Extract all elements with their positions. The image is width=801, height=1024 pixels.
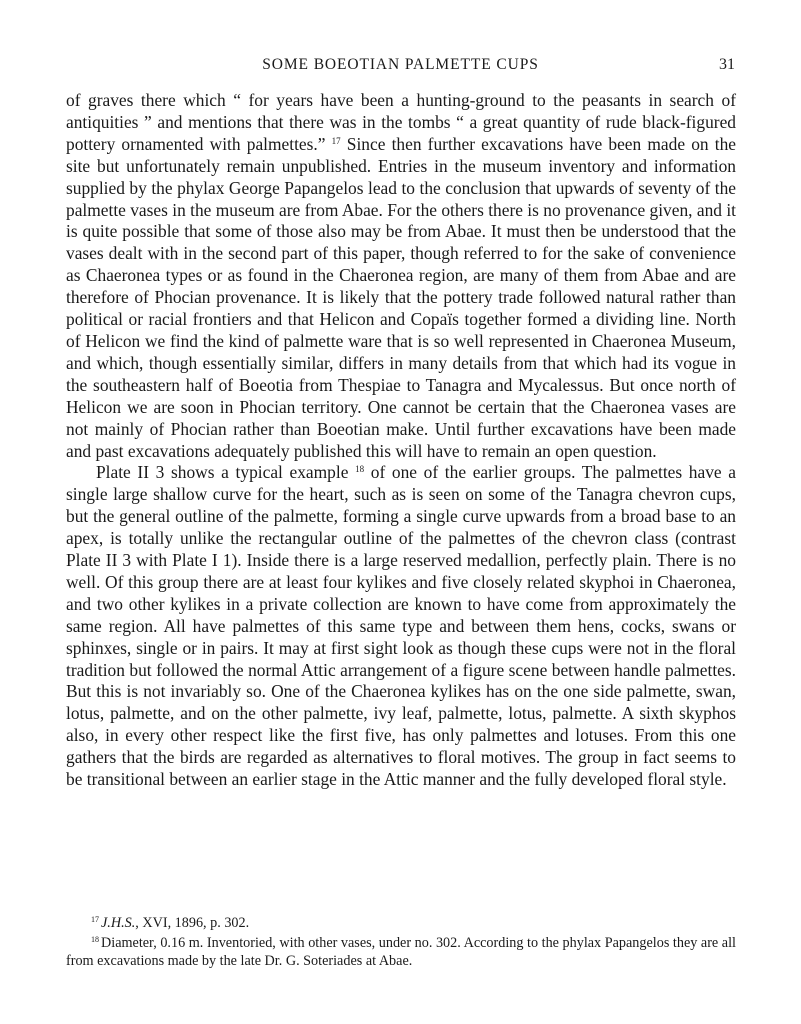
running-header xyxy=(66,56,735,80)
footnote-17-text: , XVI, 1896, p. 302. xyxy=(135,915,250,931)
paragraph-2-part-b: of one of the earlier groups. The palmettes have a single large shallow curve for the heart, such as is seen on some of the Tanagra chevron cups, but the general outline of the palmette, forming a single curve upwards from a broad base to an apex, is totally unlike the rectangular outline of the palmettes of the chevron class (contrast Plate II 3 with Plate I 1). Inside there is a large reserved medallion, perfectly plain. There is no well. Of this group there are at least four kylikes and five closely related skyphoi in Chaeronea, and two other kylikes in a private collection are known to have come from approximately the same region. All have palmettes of this same type and between them hens, cocks, swans or sphinxes, single or in pairs. It may at first sight look as though these cups were not in the floral tradition but followed the normal Attic arrangement of a figure scene between handle palmettes. But this is not invariably so. One of the Chaeronea kylikes has on the one side palmette, swan, lotus, palmette, and on the other palmette, ivy leaf, palmette, lotus, palmette. A sixth skyphos also, in every other respect like the first five, has only palmettes and lotuses. From this one gathers that the birds are regarded as alternatives to floral motives. The group in fact seems to be transitional between an earlier stage in the Attic manner and the fully developed floral style. xyxy=(66,462,736,790)
footnote-17-journal: J.H.S. xyxy=(101,915,136,931)
footnote-18-number: 18 xyxy=(91,935,99,944)
paragraph-2 xyxy=(66,462,736,791)
footnote-17 xyxy=(66,914,736,932)
footnote-ref-17: 17 xyxy=(331,135,341,146)
footnote-18 xyxy=(66,934,736,970)
page-number: 31 xyxy=(719,56,735,73)
footnote-ref-18: 18 xyxy=(355,464,365,475)
paragraph-1 xyxy=(66,90,736,462)
paragraph-2-part-a: Plate II 3 shows a typical example xyxy=(96,462,356,483)
body-text xyxy=(66,90,736,791)
footnote-18-text: Diameter, 0.16 m. Inventoried, with other vases, under no. 302. According to the phylax Papangelos they are all from excavations made by the late Dr. G. Soteriades at Abae. xyxy=(66,935,736,969)
footnotes xyxy=(66,914,736,970)
paragraph-1-part-b: Since then further excavations have been made on the site but unfortunately remain unpublished. Entries in the museum inventory and information supplied by the phylax George Papangelos lead to the conclusion that upwards of seventy of the palmette vases in the museum are from Abae. For the others there is no provenance given, and it is quite possible that some of those also may be from Abae. It must then be understood that the vases dealt with in the second part of this paper, though referred to for the sake of convenience as Chaeronea types or as found in the Chaeronea region, are many of them from Abae and are therefore of Phocian provenance. It is likely that the pottery trade followed natural rather than political or racial frontiers and that Helicon and Copaïs together formed a dividing line. North of Helicon we find the kind of palmette ware that is so well represented in Chaeronea Museum, and which, though essentially similar, differs in many details from that which had its vogue in the southeastern half of Boeotia from Thespiae to Tanagra and Mycalessus. But once north of Helicon we are soon in Phocian territory. One cannot be certain that the Chaeronea vases are not mainly of Phocian rather than Boeotian make. Until further excavations have been made and past excavations adequately published this will have to remain an open question. xyxy=(66,133,736,461)
paragraph-1-part-a: of graves there which “ for years have been a hunting-ground to the peasants in search of antiquities ” and mentions that there was in the tombs “ a great quantity of rude black-figured pottery ornamented with palmettes.” xyxy=(66,90,736,154)
footnote-17-number: 17 xyxy=(91,915,99,924)
running-title: SOME BOEOTIAN PALMETTE CUPS xyxy=(262,56,539,73)
